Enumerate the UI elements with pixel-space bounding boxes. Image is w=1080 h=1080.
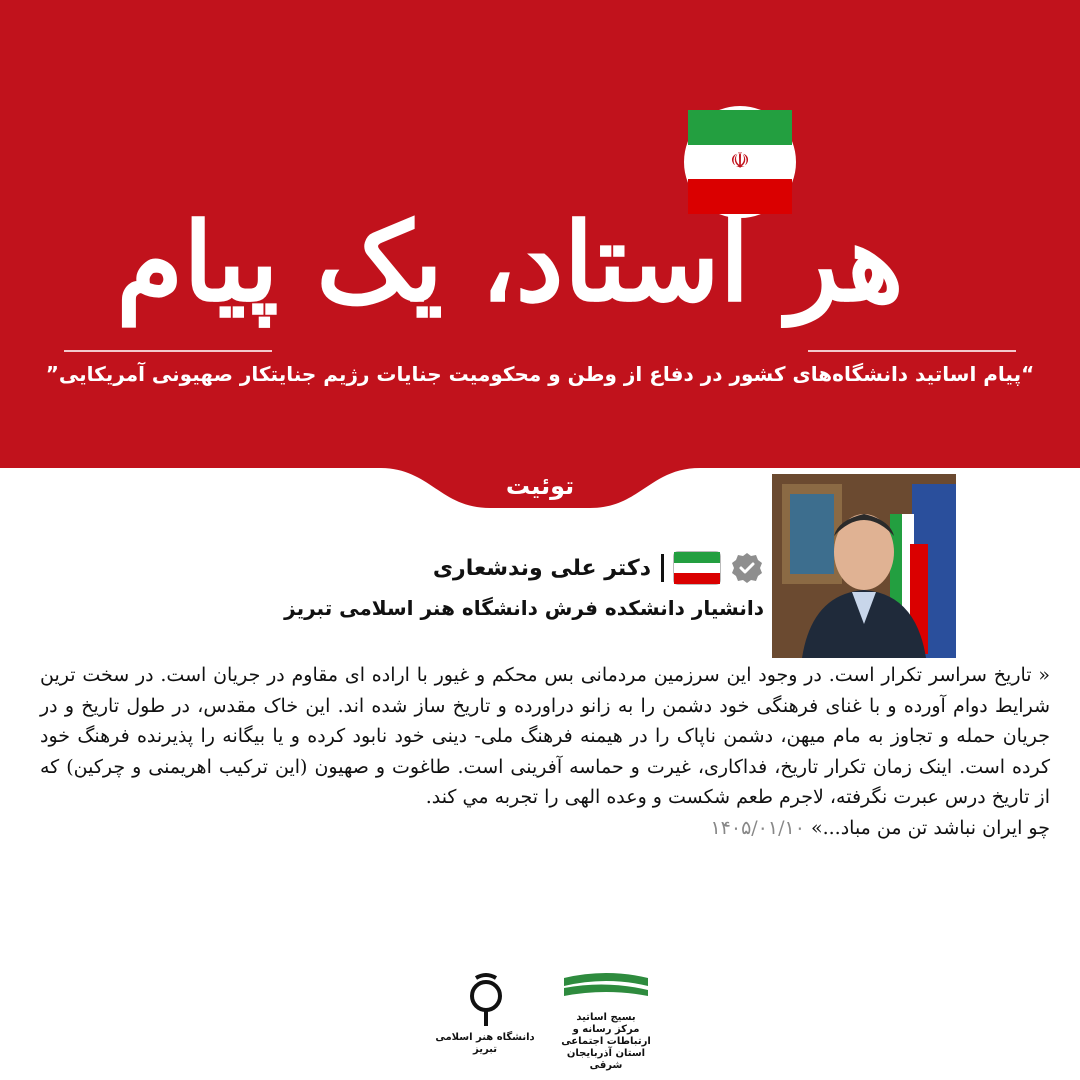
basij-logo-text: بسیج اساتید مرکز رسانه و ارتباطات اجتماعی استان آذربایجان شرقی bbox=[561, 1012, 651, 1071]
author-avatar bbox=[772, 474, 956, 658]
iran-flag-icon bbox=[674, 552, 720, 584]
tweet-date: ۱۴۰۵/۰۱/۱۰ bbox=[710, 816, 805, 839]
author-role: دانشیار دانشکده فرش دانشگاه هنر اسلامی تبریز bbox=[284, 596, 764, 620]
divider-line-left bbox=[64, 350, 272, 352]
basij-professors-logo bbox=[556, 968, 656, 1072]
tweet-closing-line bbox=[40, 813, 1050, 844]
separator bbox=[661, 554, 664, 582]
calligraphy-title bbox=[116, 150, 904, 360]
tweet-paragraph: « تاریخ سراسر تکرار است. در وجود این سرزمین مردمانی بس محکم و غیور با اراده ای مقاوم در جریان است. در سخت ترین شرایط دوام آورده و با غنای فرهنگی خود دشمن را به زانو دراورده و تاریخ ساز شده اند. این خاک مقدس، در طول تاریخ و در جریان حمله و تجاوز به مام میهن، دشمن ناپاک را در هیمنه فرهنگ ملی- دینی خود نابود کرده و یا بیگانه را پذیرنده فرهنگ خود کرده است. اینک زمان تکرار تاریخ، فداکاری، غیرت و حماسه آفرینی است. طاغوت و صهیون (این ترکیب اهریمنی و چرکین) که از تاریخ درس عبرت نگرفته، لاجرم طعم شکست و وعده الهی را تجربه مي کند. bbox=[40, 664, 1050, 808]
verified-badge-icon bbox=[730, 551, 764, 585]
tweet-body bbox=[40, 660, 1050, 843]
subtitle: “پیام اساتید دانشگاه‌های کشور در دفاع از وطن و محکومیت جنایات رژیم جنایتکار صهیونی آمریکایی” bbox=[45, 362, 1035, 386]
university-logo-text: دانشگاه هنر اسلامی تبریز bbox=[435, 1032, 535, 1055]
author-name: دکتر علی وندشعاری bbox=[432, 555, 651, 581]
tweet-closing: چو ایران نباشد تن من مباد...» bbox=[810, 816, 1050, 839]
author-row bbox=[433, 548, 764, 588]
calligraphy-title-text: هر استاد، یک پیام bbox=[116, 200, 904, 326]
header-banner bbox=[0, 0, 1080, 468]
tab-tweet: توئیت bbox=[505, 472, 575, 500]
divider-line-right bbox=[808, 350, 1016, 352]
iran-flag-badge-icon: ☫ bbox=[684, 106, 796, 218]
tabriz-islamic-art-university-logo bbox=[430, 968, 540, 1056]
